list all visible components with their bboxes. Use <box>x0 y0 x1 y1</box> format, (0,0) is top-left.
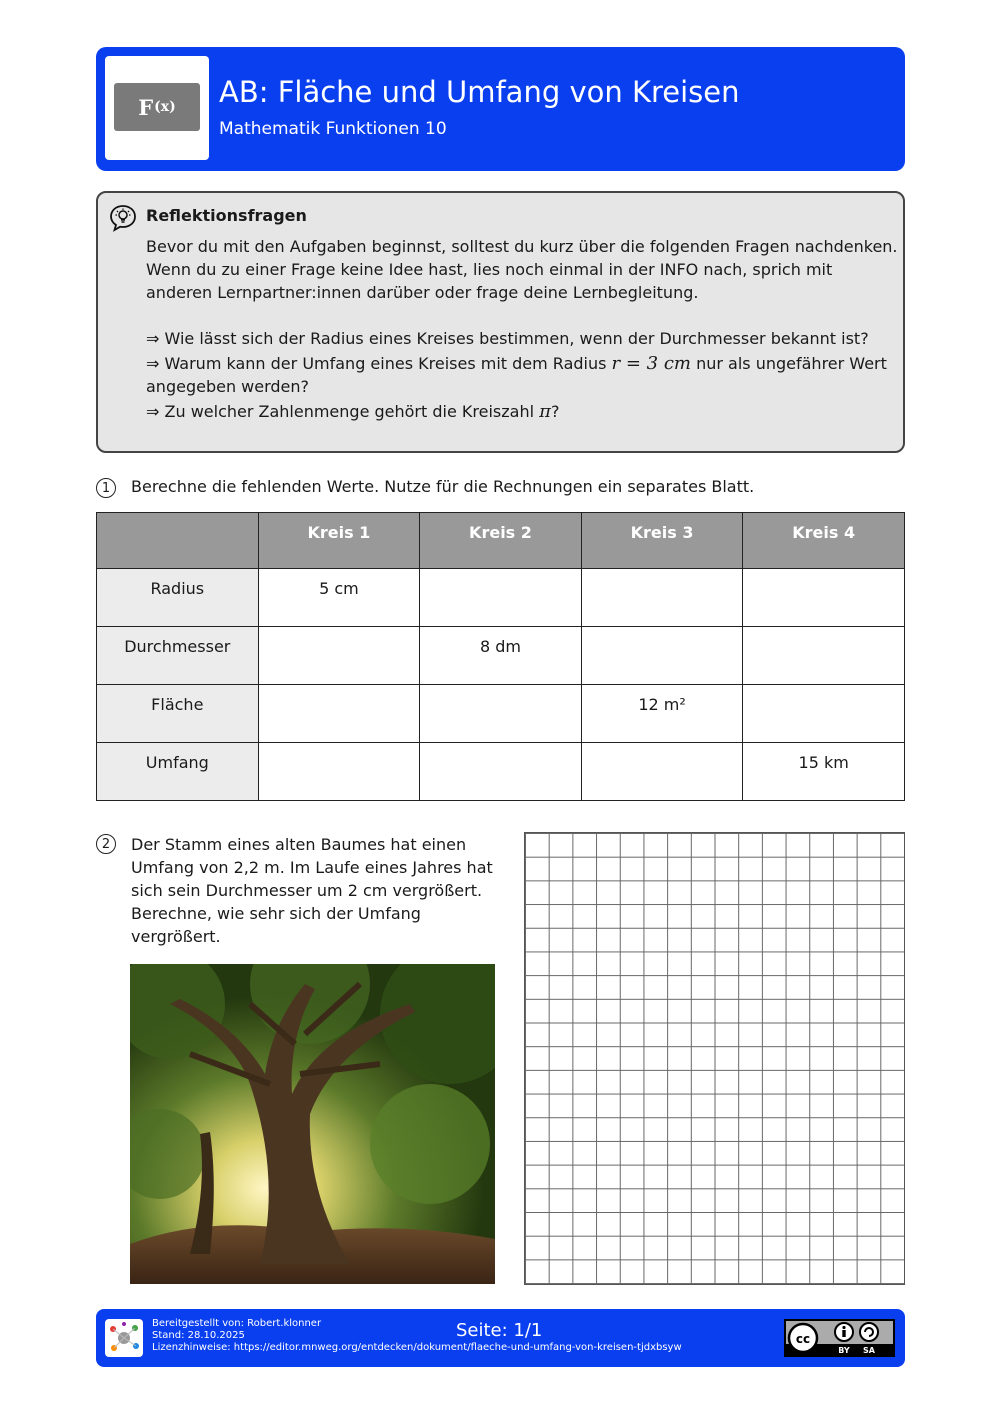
page-title: AB: Fläche und Umfang von Kreisen <box>219 75 740 109</box>
cc-by-sa-icon <box>786 1321 893 1355</box>
table-cell: 8 dm <box>420 627 582 685</box>
tree-image <box>130 964 495 1284</box>
task-1-text: Berechne die fehlenden Werte. Nutze für die Rechnungen ein separates Blatt. <box>131 477 755 496</box>
table-cell <box>258 627 420 685</box>
table-cell <box>581 569 743 627</box>
reflection-question-3: ⇒ Zu welcher Zahlenmenge gehört die Kreiszahl π? <box>146 401 560 422</box>
page-number: Seite: 1/1 <box>456 1320 543 1341</box>
task-2-text: Der Stamm eines alten Baumes hat einen Umfang von 2,2 m. Im Laufe eines Jahres hat sich sein Durchmesser um 2 cm vergrößert. Berechne, wie sehr sich der Umfang vergrößert. <box>131 835 493 946</box>
table-header-row <box>97 513 905 569</box>
table-cell: 15 km <box>743 743 905 801</box>
header-banner <box>96 47 905 171</box>
reflection-body <box>146 235 898 423</box>
table-cell <box>581 743 743 801</box>
table-header-cell: Kreis 4 <box>743 513 905 569</box>
reflection-question-2: ⇒ Warum kann der Umfang eines Kreises mit dem Radius r = 3 cm nur als ungefährer Wert angegeben werden? <box>146 353 887 396</box>
reflection-heading: Reflektionsfragen <box>146 206 307 225</box>
table-cell <box>581 627 743 685</box>
table-header-cell: Kreis 1 <box>258 513 420 569</box>
reflection-question-1: ⇒ Wie lässt sich der Radius eines Kreises bestimmen, wenn der Durchmesser bekannt ist? <box>146 329 869 348</box>
row-label: Fläche <box>97 685 259 743</box>
network-logo-icon <box>105 1319 143 1357</box>
table-header-cell: Kreis 2 <box>420 513 582 569</box>
footer-license-link[interactable]: Lizenzhinweise: https://editor.mnweg.org/entdecken/dokument/flaeche-und-umfang-von-kreisen-tjdxbsyw <box>152 1342 682 1353</box>
arrow-icon: ⇒ <box>146 329 160 348</box>
row-label: Durchmesser <box>97 627 259 685</box>
table-cell <box>258 743 420 801</box>
arrow-icon: ⇒ <box>146 402 160 421</box>
tree-illustration <box>130 964 495 1284</box>
values-table <box>96 512 905 801</box>
cc-license-badge[interactable] <box>784 1319 895 1357</box>
cc-by-label: BY <box>838 1346 850 1355</box>
table-cell <box>420 743 582 801</box>
table-cell: 12 m² <box>581 685 743 743</box>
table-row <box>97 743 905 801</box>
footer-meta <box>152 1318 682 1354</box>
function-logo-icon: F (x) <box>114 83 200 131</box>
lightbulb-speech-icon <box>108 203 138 233</box>
row-label: Umfang <box>97 743 259 801</box>
svg-text:cc: cc <box>795 1332 811 1346</box>
arrow-icon: ⇒ <box>146 354 160 373</box>
table-header-cell <box>97 513 259 569</box>
reflection-box <box>96 191 905 453</box>
footer <box>96 1309 905 1367</box>
reflection-intro: Bevor du mit den Aufgaben beginnst, solltest du kurz über die folgenden Fragen nachdenken. Wenn du zu einer Frage keine Idee hast, lies noch einmal in der INFO nach, sprich mit anderen Lernpartner:innen darüber oder frage deine Lernbegleitung. <box>146 237 898 302</box>
table-row <box>97 569 905 627</box>
page-subtitle: Mathematik Funktionen 10 <box>219 119 447 139</box>
table-row <box>97 627 905 685</box>
table-row <box>97 685 905 743</box>
math-radius: r = 3 cm <box>611 353 691 374</box>
table-header-cell: Kreis 3 <box>581 513 743 569</box>
table-cell <box>420 569 582 627</box>
row-label: Radius <box>97 569 259 627</box>
table-cell <box>743 569 905 627</box>
table-cell <box>258 685 420 743</box>
task-number-2: 2 <box>96 834 116 854</box>
table-cell <box>743 685 905 743</box>
table-cell <box>420 685 582 743</box>
math-pi: π <box>539 401 551 422</box>
cc-sa-label: SA <box>863 1346 875 1355</box>
subject-logo <box>105 56 209 160</box>
grid-workspace[interactable] <box>524 832 905 1285</box>
task-number-1: 1 <box>96 478 116 498</box>
table-cell <box>743 627 905 685</box>
footer-date: Stand: 28.10.2025 <box>152 1330 245 1341</box>
table-cell: 5 cm <box>258 569 420 627</box>
mnweg-logo-icon <box>105 1319 143 1357</box>
footer-provided-by: Bereitgestellt von: Robert.klonner <box>152 1318 322 1329</box>
